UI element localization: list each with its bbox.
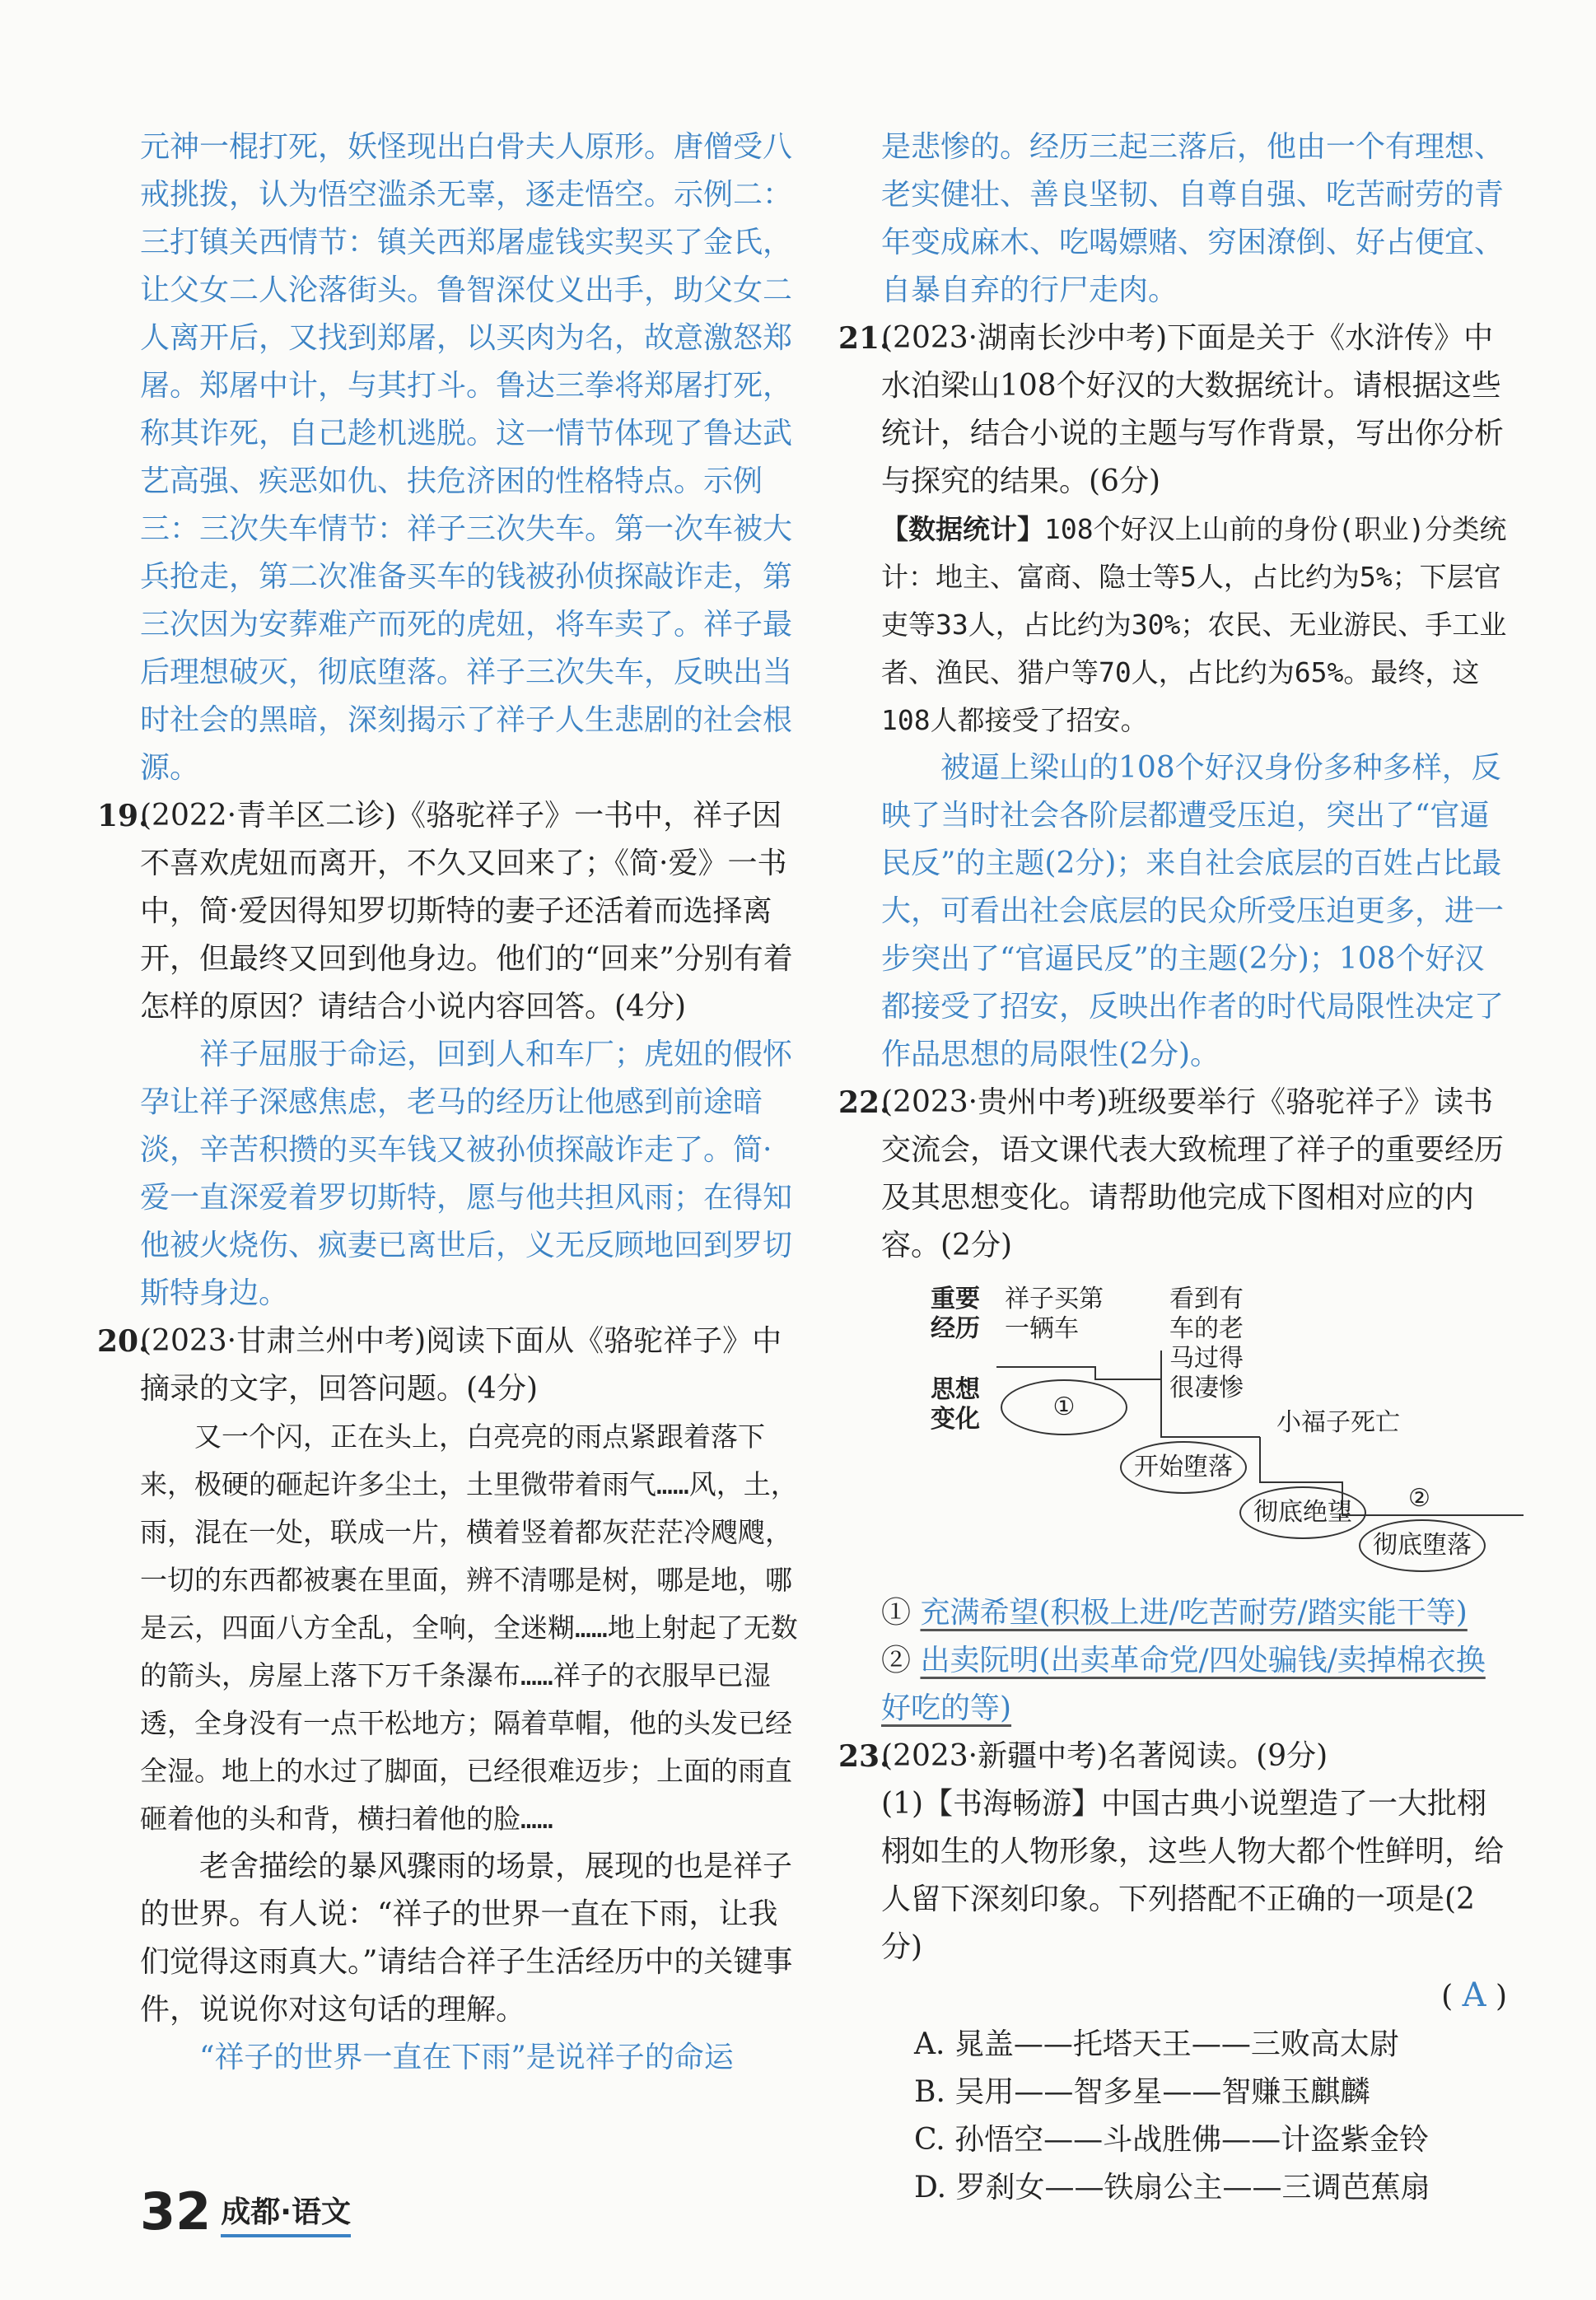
question-21 bbox=[838, 315, 1507, 506]
state-1: 开始堕落 bbox=[1134, 1453, 1233, 1481]
page-footer bbox=[140, 2181, 351, 2242]
question-number: 19. bbox=[97, 799, 149, 833]
question-number: 23. bbox=[838, 1739, 890, 1774]
state-3: 彻底堕落 bbox=[1373, 1531, 1472, 1560]
state-ellipse-3 bbox=[1359, 1519, 1486, 1572]
q23-sub1 bbox=[881, 1780, 1507, 1971]
sub-label: (1)【书海畅游】 bbox=[881, 1787, 1101, 1821]
question-20 bbox=[97, 1318, 799, 1413]
fill-answer-2 bbox=[881, 1637, 1507, 1733]
event-first-car: 祥子买第一辆车 bbox=[1005, 1285, 1104, 1343]
q19-answer: 祥子屈服于命运，回到人和车厂；虎妞的假怀孕让祥子深感焦虑，老马的经历让他感到前途暗淡，辛苦积攒的买车钱又被孙侦探敲诈走了。简·爱一直深爱着罗切斯特，愿与他共担风雨；在得知他被火烧伤、疯妻已离世后，义无反顾地回到罗切斯特身边。 bbox=[140, 1038, 793, 1310]
stats-tag: 【数据统计】 bbox=[881, 513, 1044, 545]
book-title: 成都·语文 bbox=[221, 2189, 351, 2237]
blank-ellipse-1 bbox=[1001, 1379, 1127, 1435]
choice-answer: A bbox=[1462, 1976, 1486, 2014]
page-number: 32 bbox=[140, 2181, 212, 2242]
q21-answer: 被逼上梁山的108个好汉身份多种多样，反映了当时社会各阶层都遭受压迫，突出了“官逼民反”的主题(2分)；来自社会底层的百姓占比最大，可看出社会底层的民众所受压迫更多，进一步突出了“官逼民反”的主题(2分)；108个好汉都接受了招安，反映出作者的时代局限性决定了作品思想的局限性(2分)。 bbox=[881, 751, 1505, 1071]
row-label-thoughts: 思想变化 bbox=[931, 1375, 980, 1434]
question-text: (2022·青羊区二诊)《骆驼祥子》一书中，祥子因不喜欢虎妞而离开，不久又回来了；《简·爱》一书中，简·爱因得知罗切斯特的妻子还活着而选择离开，但最终又回到他身边。他们的“回来”分别有着怎样的原因？请结合小说内容回答。(4分) bbox=[140, 799, 793, 1024]
fill-marker-2: ② bbox=[881, 1644, 912, 1677]
fill-text-1: 充满希望(积极上进/吃苦耐劳/踏实能干等) bbox=[920, 1596, 1468, 1630]
stats-block bbox=[881, 506, 1507, 744]
right-column bbox=[838, 124, 1507, 2212]
option-a: A. 晁盖——托塔天王——三败高太尉 bbox=[914, 2027, 1399, 2061]
q20-prompt: 老舍描绘的暴风骤雨的场景，展现的也是祥子的世界。有人说：“祥子的世界一直在下雨，让我们觉得这雨真大。”请结合祥子生活经历中的关键事件，说说你对这句话的理解。 bbox=[140, 1850, 793, 2027]
state-ellipse-1 bbox=[1120, 1441, 1247, 1494]
option-c: C. 孙悟空——斗战胜佛——计盗紫金铃 bbox=[914, 2123, 1430, 2157]
question-number: 20. bbox=[97, 1324, 149, 1359]
question-text: (2023·贵州中考)班级要举行《骆驼祥子》读书交流会，语文课代表大致梳理了祥子的重要经历及其思想变化。请帮助他完成下图相对应的内容。(2分) bbox=[881, 1085, 1505, 1262]
answer-bracket bbox=[881, 1971, 1507, 2021]
paren-open: ( bbox=[1441, 1980, 1454, 2013]
event-xiaofuzi: 小福子死亡 bbox=[1276, 1408, 1400, 1437]
question-22 bbox=[838, 1079, 1507, 1270]
q18-answer-continued: 元神一棍打死，妖怪现出白骨夫人原形。唐僧受八戒挑拨，认为悟空滥杀无辜，逐走悟空。示例二：三打镇关西情节：镇关西郑屠虚钱实契买了金氏，让父女二人沦落街头。鲁智深仗义出手，助父女二人离开后，又找到郑屠，以买肉为名，故意激怒郑屠。郑屠中计，与其打斗。鲁达三拳将郑屠打死，称其诈死，自己趁机逃脱。这一情节体现了鲁达武艺高强、疾恶如仇、扶危济困的性格特点。示例三：三次失车情节：祥子三次失车。第一次车被大兵抢走，第二次准备买车的钱被孙侦探敲诈走，第三次因为安葬难产而死的虎妞，将车卖了。祥子最后理想破灭，彻底堕落。祥子三次失车，反映出当时社会的黑暗，深刻揭示了祥子人生悲剧的社会根源。 bbox=[140, 130, 793, 785]
row-label-events: 重要经历 bbox=[931, 1285, 980, 1343]
blank-marker-2: ② bbox=[1408, 1484, 1430, 1513]
q20-answer-continued: 是悲惨的。经历三起三落后，他由一个有理想、老实健壮、善良坚韧、自尊自强、吃苦耐劳的青年变成麻木、吃喝嫖赌、穷困潦倒、好占便宜、自暴自弃的行尸走肉。 bbox=[881, 130, 1505, 307]
question-text: (2023·甘肃兰州中考)阅读下面从《骆驼祥子》中摘录的文字，回答问题。(4分) bbox=[140, 1324, 782, 1406]
question-19 bbox=[97, 792, 799, 1031]
question-number: 22. bbox=[838, 1085, 890, 1120]
blank-marker-1: ① bbox=[1052, 1393, 1076, 1421]
fill-marker-1: ① bbox=[881, 1596, 912, 1630]
paren-close: ) bbox=[1495, 1980, 1507, 2013]
stats-text: 108个好汉上山前的身份(职业)分类统计：地主、富商、隐士等5人，占比约为5%；下层官吏等33人，占比约为30%；农民、无业游民、手工业者、渔民、猎户等70人，占比约为65%。最终，这108人都接受了招安。 bbox=[881, 513, 1507, 736]
excerpt-passage: 又一个闪，正在头上，白亮亮的雨点紧跟着落下来，极硬的砸起许多尘土，土里微带着雨气……风，土，雨，混在一处，联成一片，横着竖着都灰茫茫冷飕飕，一切的东西都被裹在里面，辨不清哪是树，哪是地，哪是云，四面八方全乱，全响，全迷糊……地上射起了无数的箭头，房屋上落下万千条瀑布……祥子的衣服早已湿透，全身没有一点干松地方；隔着草帽，他的头发已经全湿。地上的水过了脚面，已经很难迈步；上面的雨直砸着他的头和背，横扫着他的脸…… bbox=[140, 1421, 798, 1835]
experience-diagram bbox=[914, 1276, 1524, 1573]
option-d: D. 罗刹女——铁扇公主——三调芭蕉扇 bbox=[914, 2171, 1430, 2204]
state-2: 彻底绝望 bbox=[1253, 1498, 1352, 1527]
option-b: B. 吴用——智多星——智赚玉麒麟 bbox=[914, 2075, 1370, 2109]
question-number: 21. bbox=[838, 321, 890, 356]
question-text: (2023·新疆中考)名著阅读。(9分) bbox=[881, 1739, 1328, 1773]
question-23 bbox=[838, 1733, 1507, 1780]
left-column bbox=[97, 124, 799, 2082]
state-ellipse-2 bbox=[1239, 1486, 1366, 1539]
sub-text: 中国古典小说塑造了一大批栩栩如生的人物形象，这些人物大都个性鲜明，给人留下深刻印象。下列搭配不正确的一项是(2分) bbox=[881, 1787, 1505, 1964]
q20-answer-start: “祥子的世界一直在下雨”是说祥子的命运 bbox=[199, 2041, 734, 2074]
question-text: (2023·湖南长沙中考)下面是关于《水浒传》中水泊梁山108个好汉的大数据统计。请根据这些统计，结合小说的主题与写作背景，写出你分析与探究的结果。(6分) bbox=[881, 321, 1505, 498]
fill-text-2: 出卖阮明(出卖革命党/四处骗钱/卖掉棉衣换好吃的等) bbox=[881, 1644, 1486, 1725]
event-old-ma: 看到有车的老马过得很凄惨 bbox=[1169, 1285, 1244, 1402]
fill-answer-1 bbox=[881, 1589, 1507, 1637]
